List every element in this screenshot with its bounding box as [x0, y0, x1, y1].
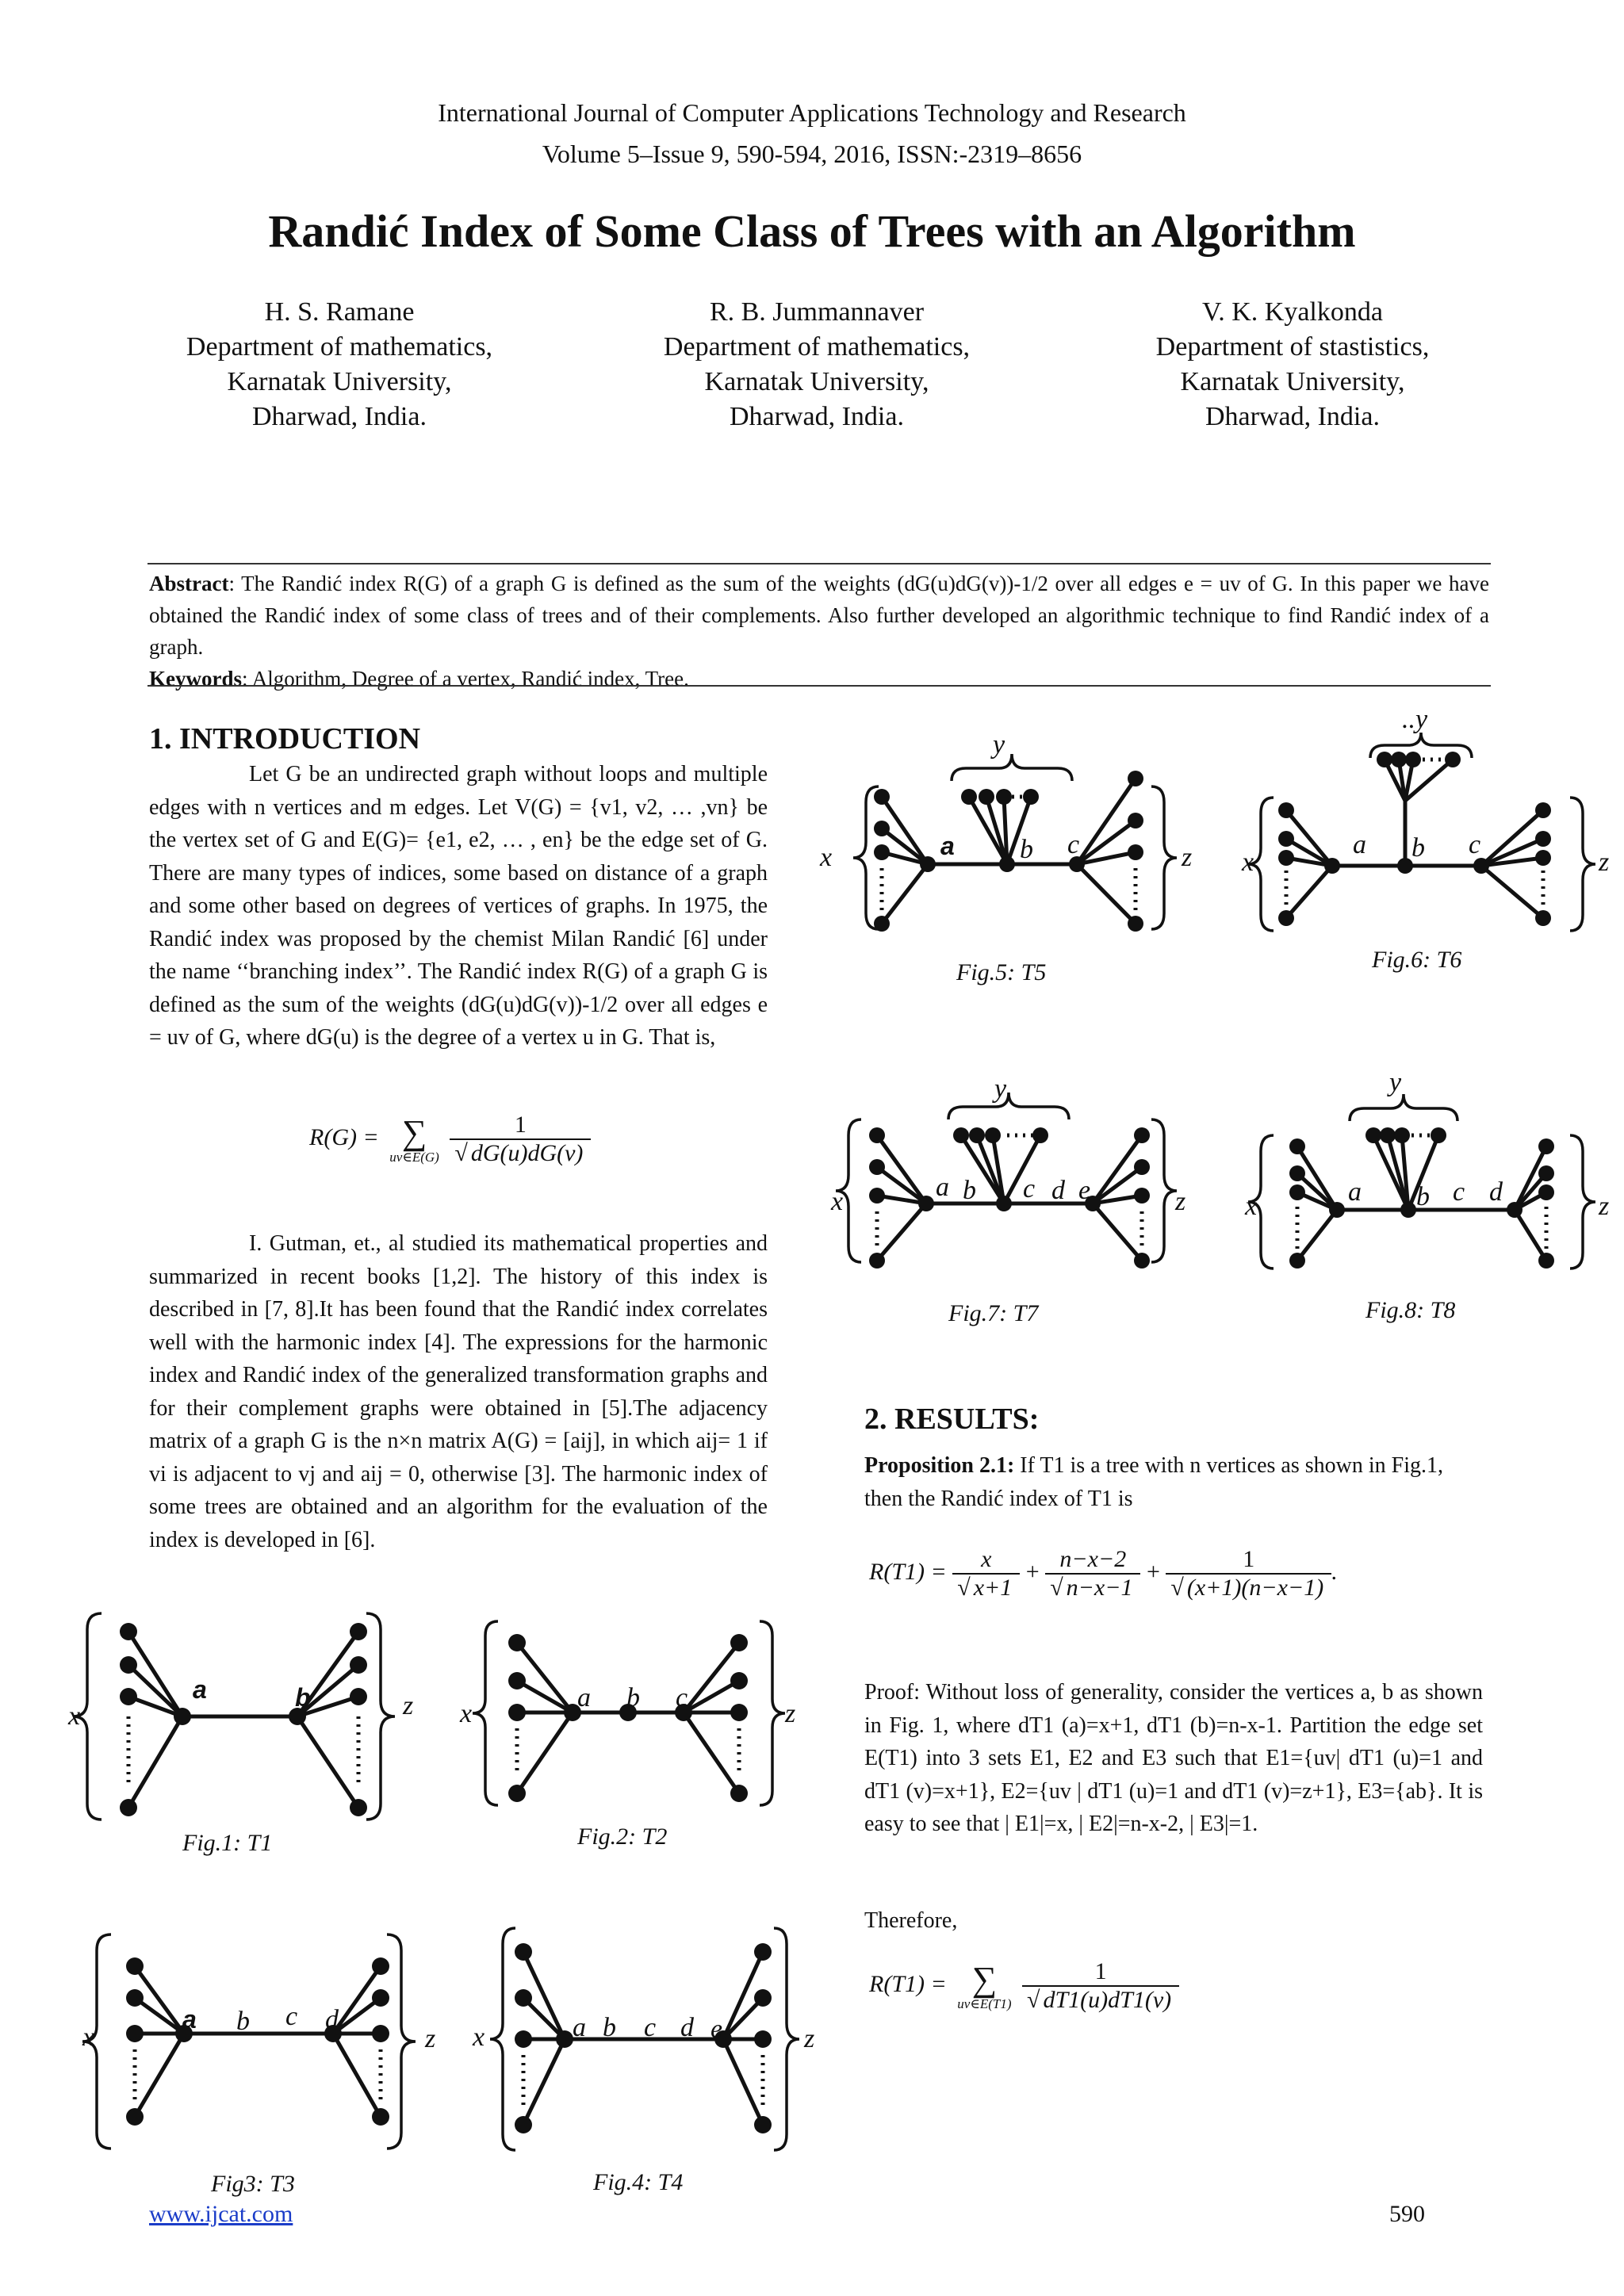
author-city: Dharwad, India.: [252, 402, 427, 431]
author-city: Dharwad, India.: [1205, 402, 1380, 431]
fig7-label-z: z: [1175, 1187, 1186, 1216]
fig5-label-x: x: [820, 843, 833, 872]
equation-lhs: R(T1) =: [869, 1558, 947, 1585]
fig8-label-d: d: [1489, 1177, 1503, 1207]
fig6-label-c: c: [1469, 830, 1481, 859]
term1-numerator: x: [952, 1546, 1020, 1575]
formula-lhs: R(G) =: [309, 1123, 379, 1150]
term1-denominator: x+1: [971, 1573, 1016, 1601]
fig8-label-b: b: [1416, 1182, 1430, 1211]
figure-8-graph: [1244, 1068, 1609, 1269]
fig5-label-b: b: [1020, 835, 1033, 864]
fig3-label-z: z: [425, 2024, 436, 2053]
sum-equation-denominator: dT1(u)dT1(v): [1040, 1985, 1175, 2013]
author-dept: Department of mathematics,: [186, 332, 493, 362]
proposition-text: If T1 is a tree with n vertices as shown in Fig.1, then the Randić index of T1 is: [864, 1453, 1444, 1511]
fig2-label-a: a: [577, 1683, 591, 1712]
fig5-label-c: c: [1067, 830, 1080, 859]
figure-1-graph: [67, 1613, 413, 1820]
figure-7-graph: [830, 1074, 1185, 1269]
fig7-label-e: e: [1078, 1176, 1091, 1205]
figure-1-caption: Fig.1: T1: [182, 1830, 273, 1856]
fig2-label-c: c: [676, 1683, 688, 1712]
sum-equation-lhs: R(T1) =: [869, 1970, 947, 1997]
fig3-label-a: a: [182, 2005, 197, 2034]
term2-numerator: n−x−2: [1045, 1546, 1140, 1575]
proposition-equation: R(T1) = $\frac{x}{√ x+1}$ + $\frac{n-x-2}{√ n-x-1}$ + $\frac{1}{√ (x+1)(n-x-1)}$ .: [869, 1546, 1338, 1601]
figure-6-graph: [1241, 705, 1609, 931]
author-city: Dharwad, India.: [730, 402, 904, 431]
keywords-label: Keywords: [149, 667, 242, 691]
figure-5-caption: Fig.5: T5: [956, 959, 1047, 985]
fig8-label-c: c: [1453, 1177, 1465, 1207]
author-univ: Karnatak University,: [1180, 367, 1405, 396]
fig1-label-b: b: [295, 1683, 311, 1712]
author-name: H. S. Ramane: [264, 297, 415, 327]
figure-6-caption: Fig.6: T6: [1372, 947, 1462, 973]
section-heading-intro: 1. INTRODUCTION: [149, 722, 421, 756]
author-dept: Department of mathematics,: [663, 332, 971, 362]
figure-7-caption: Fig.7: T7: [948, 1300, 1039, 1326]
fig8-label-z: z: [1599, 1192, 1610, 1221]
figure-3-graph: [82, 1934, 435, 2149]
sum-equation-subscript: uv∈E(T1): [957, 1996, 1012, 2011]
figure-8-caption: Fig.8: T8: [1365, 1297, 1456, 1323]
figure-4-caption: Fig.4: T4: [593, 2169, 684, 2195]
randic-formula: R(G) = ∑ uv∈E(G) $\frac{1}{√ dG(u)dG(v)}$: [309, 1112, 591, 1167]
fig4-label-x: x: [473, 2022, 485, 2052]
fig3-label-x: x: [82, 2022, 95, 2052]
fig7-label-y: y: [994, 1074, 1007, 1104]
figure-2-caption: Fig.2: T2: [577, 1823, 668, 1850]
figure-3-caption: Fig3: T3: [211, 2171, 295, 2197]
fig6-label-a: a: [1353, 830, 1366, 859]
fig2-label-z: z: [785, 1699, 796, 1728]
abstract-label: Abstract: [149, 572, 229, 595]
fig7-label-x: x: [831, 1187, 844, 1216]
fig5-label-z: z: [1182, 843, 1193, 872]
fig4-label-e: e: [710, 2015, 723, 2044]
figure-5-graph: [819, 730, 1192, 932]
fig4-label-b: b: [603, 2013, 616, 2042]
intro-paragraph-2: I. Gutman, et., al studied its mathematical properties and summarized in recent books [1,2]. The history of this index is described in [7, 8].It has been found that the Randić index correlates well with the harmonic index [4]. The expressions for the harmonic index and Randić index of the generalized transformation graphs and for their complement graphs were obtained in [5].The adjacency matrix of a graph G is the n×n matrix A(G) = [aij], in which aij= 1 if vi is adjacent to vj and aij = 0, otherwise [3]. The harmonic index of some trees are obtained and an algorithm for the evaluation of the index is developed in [6].: [149, 1231, 768, 1552]
fig6-label-x: x: [1242, 848, 1254, 877]
term3-denominator: (x+1)(n−x−1): [1184, 1573, 1327, 1601]
author-univ: Karnatak University,: [704, 367, 929, 396]
sum-equation: R(T1) = ∑ uv∈E(T1) $\frac{1}{√ dT1(u)dT1(v)}$: [869, 1958, 1179, 2014]
intro-paragraph-1: Let G be an undirected graph without loops and multiple edges with n vertices and m edges. Let V(G) = {v1, v2, … ,vn} be the vertex set of G and E(G)= {e1, e2, … , en} be the edge set of G. There are many types of indices, some based on distance of a graph and some other based on degrees of vertices of graphs. In 1975, the Randić index was proposed by the chemist Milan Randić [6] under the name ‘‘branching index’’. The Randić index R(G) of a graph G is defined as the sum of the weights (dG(u)dG(v))-1/2 over all edges e = uv of G, where dG(u) is the degree of a vertex u in G. That is,: [149, 762, 768, 1050]
fig7-label-a: a: [936, 1173, 949, 1202]
fig3-label-c: c: [285, 2002, 298, 2031]
formula-sum-subscript: uv∈E(G): [389, 1149, 439, 1165]
fig2-label-x: x: [460, 1699, 473, 1728]
fig1-label-z: z: [403, 1691, 414, 1720]
fig3-label-b: b: [236, 2007, 250, 2036]
journal-name: International Journal of Computer Applications Technology and Research: [438, 98, 1186, 127]
term3-numerator: 1: [1166, 1546, 1331, 1575]
fig1-label-x: x: [68, 1701, 81, 1731]
formula-numerator: 1: [450, 1112, 591, 1140]
author-dept: Department of stastistics,: [1155, 332, 1430, 362]
fig8-label-a: a: [1348, 1177, 1362, 1207]
proof-paragraph: Proof: Without loss of generality, consider the vertices a, b as shown in Fig. 1, where dT1 (a)=x+1, dT1 (b)=n-x-1. Partition the edge set E(T1) into 3 sets E1, E2 and E3 such that E1={uv| dT1 (u)=1 and dT1 (v)=x+1}, E2={uv | dT1 (u)=1 and dT1 (v)=z+1}, E3={ab}. It is easy to see that | E1|=x, | E2|=n-x-2, | E3|=1.: [864, 1680, 1483, 1836]
fig4-label-d: d: [680, 2013, 694, 2042]
figure-2-graph: [459, 1621, 795, 1805]
fig4-label-a: a: [573, 2013, 586, 2042]
fig4-label-c: c: [644, 2013, 657, 2042]
abstract-text: : The Randić index R(G) of a graph G is defined as the sum of the weights (dG(u)dG(v))-1/2 over all edges e = uv of G. In this paper we have obtained the Randić index of some class of trees and of their complements. Also further developed an algorithmic technique to find Randić index of a graph.: [149, 572, 1489, 659]
fig2-label-b: b: [626, 1683, 640, 1712]
fig4-label-z: z: [804, 2024, 815, 2053]
page-number: 590: [1389, 2201, 1425, 2227]
fig6-label-b: b: [1411, 833, 1425, 863]
formula-denominator: dG(u)dG(v): [468, 1138, 587, 1166]
keywords-text: : Algorithm, Degree of a vertex, Randić index, Tree.: [242, 667, 689, 691]
therefore-text: Therefore,: [864, 1908, 958, 1933]
paper-title: Randić Index of Some Class of Trees with an Algorithm: [268, 205, 1356, 257]
sum-equation-numerator: 1: [1022, 1958, 1179, 1987]
author-name: V. K. Kyalkonda: [1202, 297, 1383, 327]
fig7-label-c: c: [1023, 1174, 1036, 1203]
fig8-label-y: y: [1389, 1068, 1402, 1097]
fig8-label-x: x: [1245, 1192, 1258, 1221]
fig7-label-d: d: [1051, 1176, 1065, 1205]
fig1-label-a: a: [193, 1675, 207, 1704]
fig7-label-b: b: [963, 1176, 976, 1205]
section-heading-results: 2. RESULTS:: [864, 1402, 1040, 1436]
fig3-label-d: d: [325, 2005, 339, 2034]
fig5-label-y: y: [993, 730, 1005, 760]
journal-volume: Volume 5–Issue 9, 590-594, 2016, ISSN:-2319–8656: [542, 140, 1082, 168]
figure-4-graph: [472, 1928, 814, 2150]
author-name: R. B. Jummannaver: [709, 297, 925, 327]
fig5-label-a: a: [940, 832, 955, 860]
journal-website-link[interactable]: www.ijcat.com: [149, 2201, 293, 2227]
fig6-label-z: z: [1599, 848, 1610, 877]
term2-denominator: n−x−1: [1063, 1573, 1136, 1601]
proposition-label: Proposition 2.1:: [864, 1453, 1015, 1478]
fig6-label-dots-y: ..y: [1402, 705, 1428, 734]
author-univ: Karnatak University,: [227, 367, 452, 396]
